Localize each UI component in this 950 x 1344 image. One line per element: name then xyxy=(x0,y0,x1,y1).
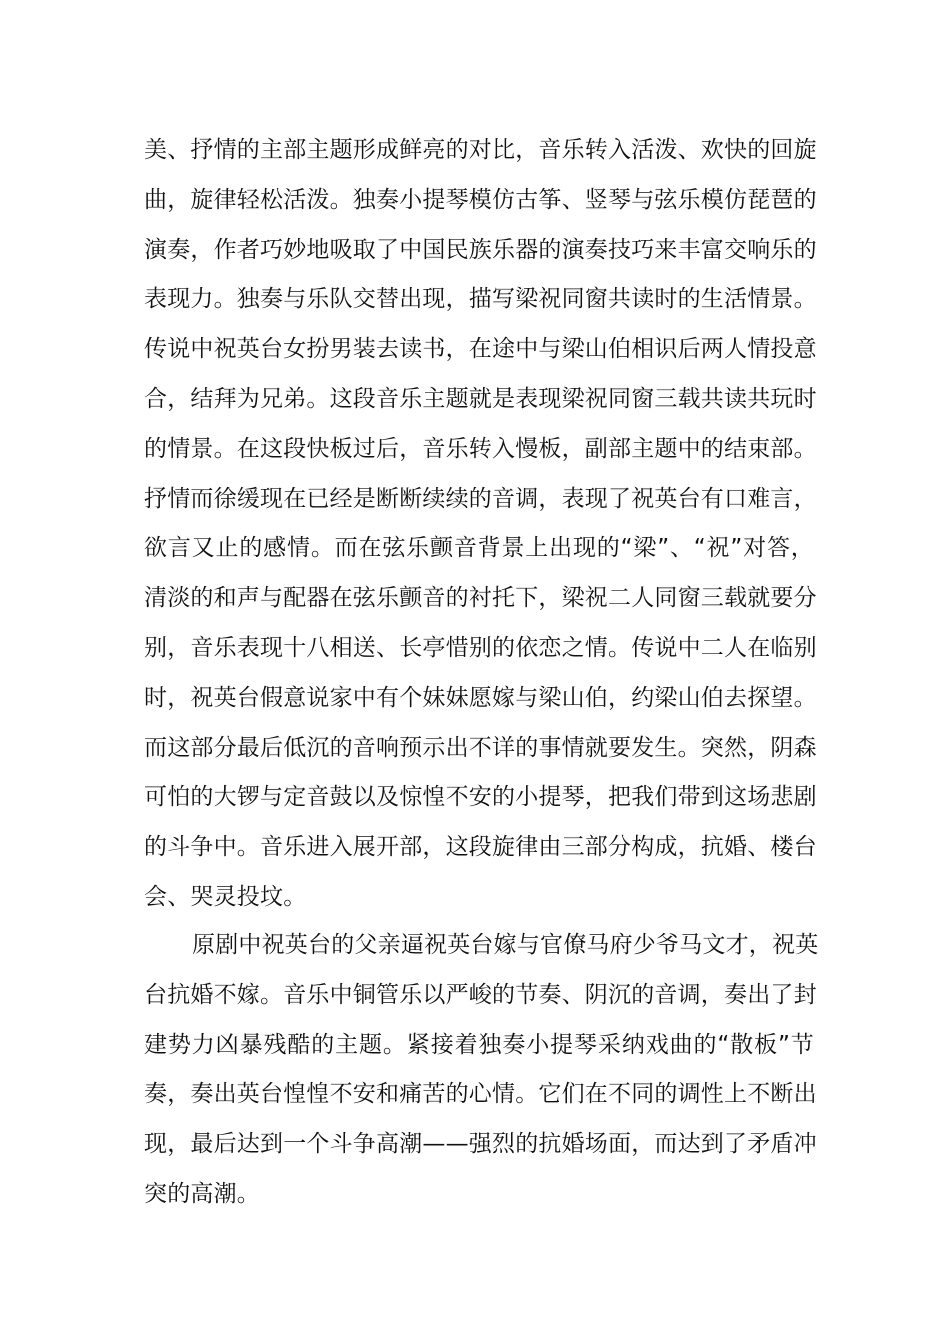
text-line: 美、抒情的主部主题形成鲜亮的对比，音乐转入活泼、欢快的回旋 xyxy=(144,137,817,163)
text-line: 曲，旋律轻松活泼。独奏小提琴模仿古筝、竖琴与弦乐模仿琵琶的 xyxy=(144,186,817,213)
text-line: 合，结拜为兄弟。这段音乐主题就是表现梁祝同窗三载共读共玩时 xyxy=(144,385,817,412)
text-line: 建势力凶暴残酷的主题。紧接着独奏小提琴采纳戏曲的“散板”节 xyxy=(144,1031,814,1058)
text-line: 而这部分最后低沉的音响预示出不详的事情就要发生。突然，阴森 xyxy=(144,734,817,761)
text-line: 突的高潮。 xyxy=(144,1180,260,1207)
text-line: 的情景。在这段快板过后，音乐转入慢板，副部主题中的结束部。 xyxy=(144,435,817,462)
text-line: 会、哭灵投坟。 xyxy=(144,883,307,910)
text-line: 原剧中祝英台的父亲逼祝英台嫁与官僚马府少爷马文才，祝英 xyxy=(192,932,819,958)
text-line: 抒情而徐缓现在已经是断断续续的音调，表现了祝英台有口难言， xyxy=(144,485,817,512)
text-line: 欲言又止的感情。而在弦乐颤音背景上出现的“梁”、“祝”对答， xyxy=(144,535,814,562)
text-line: 时，祝英台假意说家中有个妹妹愿嫁与梁山伯，约梁山伯去探望。 xyxy=(144,684,817,711)
text-line: 台抗婚不嫁。音乐中铜管乐以严峻的节奏、阴沉的音调，奏出了封 xyxy=(144,981,817,1008)
text-line: 表现力。独奏与乐队交替出现，描写梁祝同窗共读时的生活情景。 xyxy=(144,286,817,313)
text-line: 演奏，作者巧妙地吸取了中国民族乐器的演奏技巧来丰富交响乐的 xyxy=(144,236,817,263)
text-line: 别，音乐表现十八相送、长亭惜别的依恋之情。传说中二人在临别 xyxy=(144,634,817,661)
text-line: 传说中祝英台女扮男装去读书，在途中与梁山伯相识后两人情投意 xyxy=(144,336,817,363)
text-line: 清淡的和声与配器在弦乐颤音的衬托下，梁祝二人同窗三载就要分 xyxy=(144,585,817,612)
paragraph-1 xyxy=(144,126,817,923)
text-line: 的斗争中。音乐进入展开部，这段旋律由三部分构成，抗婚、楼台 xyxy=(144,834,817,861)
text-line: 可怕的大锣与定音鼓以及惊惶不安的小提琴，把我们带到这场悲剧 xyxy=(144,784,817,811)
text-line: 现，最后达到一个斗争高潮——强烈的抗婚场面，而达到了矛盾冲 xyxy=(144,1131,817,1158)
paragraph-2 xyxy=(144,921,819,1220)
text-line: 奏，奏出英台惶惶不安和痛苦的心情。它们在不同的调性上不断出 xyxy=(144,1081,817,1108)
